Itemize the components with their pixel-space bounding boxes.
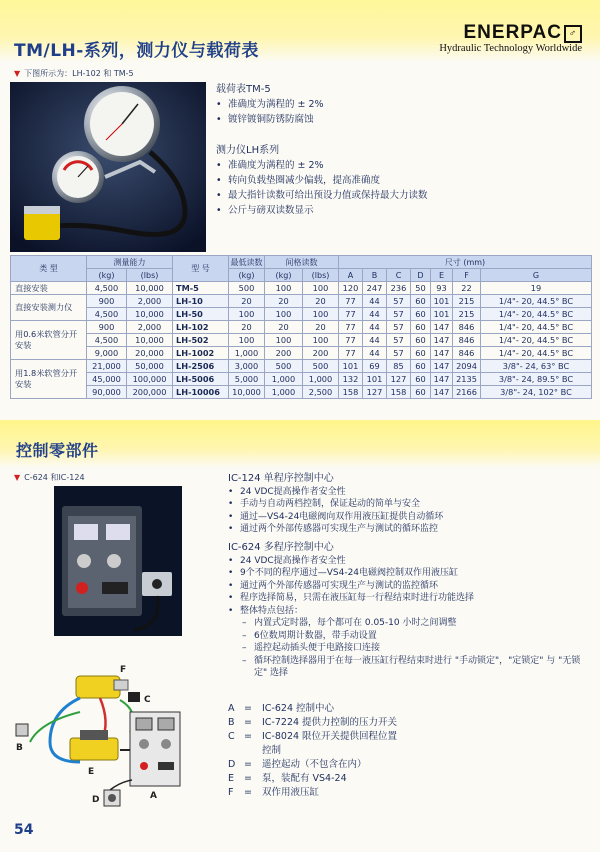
- ic124-bullet: • 24 VDC提高操作者安全性: [228, 486, 443, 499]
- table-cell: 20: [229, 321, 265, 334]
- table-cell: 50,000: [127, 360, 173, 373]
- lh-title: 测力仪LH系列: [216, 145, 280, 156]
- table-cell: 57: [387, 321, 411, 334]
- table-cell: 57: [387, 347, 411, 360]
- table-cell: 2166: [453, 386, 481, 399]
- table-cell: 4,500: [87, 308, 127, 321]
- table-cell: 69: [363, 360, 387, 373]
- table-cell: 100: [303, 282, 339, 295]
- table-cell: 900: [87, 295, 127, 308]
- table-row: [11, 282, 592, 295]
- col-interval: 间格读数: [265, 256, 339, 269]
- legend-value: 泵，装配有 VS4-24: [262, 773, 347, 784]
- table-cell: 20: [303, 295, 339, 308]
- ic124-block: [228, 473, 443, 536]
- ic624-bullet: • 24 VDC提高操作者安全性: [228, 555, 588, 568]
- tm5-bullet: • 准确度为满程的 ± 2%: [216, 97, 324, 112]
- lh-bullet: • 最大指针读数可给出预设力值或保持最大力读数: [216, 188, 428, 203]
- table-cell: 57: [387, 308, 411, 321]
- label-D: D: [92, 795, 100, 805]
- col-capacity: 测量能力: [87, 256, 173, 269]
- control-center-photo: [54, 486, 182, 636]
- table-cell: 100,000: [127, 373, 173, 386]
- table-cell: 1,000: [303, 373, 339, 386]
- table-cell: 158: [339, 386, 363, 399]
- legend-value: 遥控起动（不包含在内）: [262, 759, 367, 770]
- tm5-block: [216, 82, 324, 127]
- table-cell: 147: [431, 347, 453, 360]
- legend-item: [228, 730, 397, 744]
- table-cell: 77: [339, 321, 363, 334]
- legend-item: [228, 758, 397, 772]
- unit-lbs: (lbs): [127, 269, 173, 282]
- table-row: [11, 321, 592, 334]
- dim-col: F: [453, 269, 481, 282]
- ic624-bullet: • 整体特点包括：: [228, 605, 588, 618]
- table-cell: 93: [431, 282, 453, 295]
- table-cell: 60: [411, 373, 431, 386]
- legend-equals: =: [244, 703, 252, 714]
- legend-item: [228, 716, 397, 730]
- ic124-bullet: • 通过两个外部传感器可实现生产与测试的循环监控: [228, 523, 443, 536]
- legend-key: F: [228, 787, 234, 798]
- table-cell: 60: [411, 295, 431, 308]
- table-cell: 10,000: [127, 334, 173, 347]
- page-title: TM/LH-系列，测力仪与载荷表: [14, 41, 259, 61]
- table-cell: 2,000: [127, 321, 173, 334]
- photo2-caption: ▼ C-624 和IC-124: [14, 473, 85, 482]
- legend-equals: =: [244, 759, 252, 770]
- table-cell: 120: [339, 282, 363, 295]
- ic624-title: IC-624 多程序控制中心: [228, 542, 334, 553]
- table-cell: 20: [265, 295, 303, 308]
- table-cell: 45,000: [87, 373, 127, 386]
- table-cell: 9,000: [87, 347, 127, 360]
- table-cell: 60: [411, 360, 431, 373]
- table-cell: 1/4"- 20, 44.5° BC: [481, 347, 592, 360]
- ic624-bullet: • 程序选择简易，只需在液压缸每一行程结束时进行功能选择: [228, 592, 588, 605]
- ic624-feature: – 内置式定时器，每个都可在 0.05-10 小时之间调整: [228, 617, 588, 630]
- table-cell: 900: [87, 321, 127, 334]
- col-model: 型 号: [173, 256, 229, 282]
- model-cell: LH-50: [173, 308, 229, 321]
- table-row: [11, 373, 592, 386]
- legend-key: [228, 744, 244, 758]
- col-dims: 尺寸 (mm): [339, 256, 592, 269]
- table-cell: 846: [453, 321, 481, 334]
- brand-mark: ♂: [564, 25, 582, 43]
- table-cell: 236: [387, 282, 411, 295]
- table-cell: 132: [339, 373, 363, 386]
- legend-key: E: [228, 773, 235, 784]
- table-cell: 101: [431, 308, 453, 321]
- table-row: [11, 308, 592, 321]
- table-cell: 5,000: [229, 373, 265, 386]
- table-cell: 247: [363, 282, 387, 295]
- photo1-caption: ▼ 下图所示为：LH-102 和 TM-5: [14, 69, 134, 78]
- table-cell: 1/4"- 20, 44.5° BC: [481, 321, 592, 334]
- table-cell: 60: [411, 321, 431, 334]
- table-cell: 846: [453, 334, 481, 347]
- legend-key: D: [228, 759, 236, 770]
- dim-col: C: [387, 269, 411, 282]
- table-cell: 215: [453, 295, 481, 308]
- table-cell: 147: [431, 334, 453, 347]
- table-cell: 2,500: [303, 386, 339, 399]
- row-group-label: 用0.6米软管分开安装: [11, 321, 87, 360]
- table-cell: 10,000: [127, 308, 173, 321]
- table-cell: 101: [431, 295, 453, 308]
- lh-bullet: • 转向负载垫圈减少偏载，提高准确度: [216, 173, 428, 188]
- ic124-bullet: • 通过—VS4-24电磁阀向双作用液压缸提供自动循环: [228, 511, 443, 524]
- table-cell: 57: [387, 334, 411, 347]
- col-type: 类 型: [11, 256, 87, 282]
- legend-value: IC-624 控制中心: [262, 703, 335, 714]
- ic624-feature: – 循环控制选择器用于在每一液压缸行程结束时进行 "手动锁定"，"定锁定" 与 "无锁定" 选择: [228, 655, 588, 680]
- dim-col: G: [481, 269, 592, 282]
- system-diagram: [10, 662, 210, 814]
- triangle-icon: ▼: [14, 473, 21, 482]
- table-cell: 100: [265, 282, 303, 295]
- legend-value: IC-7224 提供力控制的压力开关: [262, 717, 398, 728]
- ic624-block: [228, 542, 588, 680]
- brand-name: ENERPAC: [463, 22, 562, 43]
- table-cell: 20: [265, 321, 303, 334]
- label-A: A: [150, 791, 157, 801]
- table-cell: 100: [265, 308, 303, 321]
- table-cell: 77: [339, 347, 363, 360]
- table-cell: 3,000: [229, 360, 265, 373]
- label-F: F: [120, 665, 127, 675]
- model-cell: LH-502: [173, 334, 229, 347]
- table-cell: 44: [363, 308, 387, 321]
- gauge-photo: [10, 82, 206, 252]
- table-cell: 60: [411, 334, 431, 347]
- table-cell: 127: [387, 373, 411, 386]
- table-cell: 10,000: [229, 386, 265, 399]
- table-cell: 44: [363, 334, 387, 347]
- ic624-feature: – 遥控起动插头便于电路接口连接: [228, 642, 588, 655]
- table-cell: 215: [453, 308, 481, 321]
- table-cell: 127: [363, 386, 387, 399]
- dim-col: D: [411, 269, 431, 282]
- unit-lbs: (lbs): [303, 269, 339, 282]
- legend-equals: =: [244, 731, 252, 742]
- table-cell: 20,000: [127, 347, 173, 360]
- table-row: [11, 295, 592, 308]
- table-row: [11, 386, 592, 399]
- row-group-label: 用1.8米软管分开安装: [11, 360, 87, 399]
- legend-key: A: [228, 703, 235, 714]
- table-cell: 77: [339, 295, 363, 308]
- table-cell: 20: [303, 321, 339, 334]
- legend-equals: =: [244, 787, 252, 798]
- table-cell: 22: [453, 282, 481, 295]
- table-cell: 77: [339, 334, 363, 347]
- legend-value: IC-8024 限位开关提供回程位置: [262, 731, 398, 742]
- table-cell: 200,000: [127, 386, 173, 399]
- ic624-bullet: • 9个不同的程序通过—VS4-24电磁阀控制双作用液压缸: [228, 567, 588, 580]
- diagram-legend: [228, 702, 397, 800]
- legend-item: [228, 772, 397, 786]
- table-cell: 44: [363, 295, 387, 308]
- label-E: E: [88, 767, 95, 777]
- row-group-label: 直接安装测力仪: [11, 295, 87, 321]
- col-min: 最低读数: [230, 257, 263, 267]
- table-cell: 100: [229, 308, 265, 321]
- legend-item: [228, 702, 397, 716]
- table-cell: 60: [411, 386, 431, 399]
- table-cell: 44: [363, 347, 387, 360]
- table-cell: 2135: [453, 373, 481, 386]
- table-cell: 147: [431, 386, 453, 399]
- legend-value: 双作用液压缸: [262, 787, 320, 798]
- page-number: 54: [14, 822, 34, 838]
- table-cell: 2,000: [127, 295, 173, 308]
- table-cell: 57: [387, 295, 411, 308]
- ic624-bullet: • 通过两个外部传感器可实现生产与测试的监控循环: [228, 580, 588, 593]
- model-cell: LH-2506: [173, 360, 229, 373]
- table-cell: 3/8"- 24, 89.5° BC: [481, 373, 592, 386]
- lh-block: [216, 143, 428, 218]
- table-cell: 60: [411, 308, 431, 321]
- legend-item: [228, 744, 397, 758]
- table-cell: 20: [229, 295, 265, 308]
- table-cell: 846: [453, 347, 481, 360]
- tm5-title: 载荷表TM-5: [216, 84, 271, 95]
- label-B: B: [16, 743, 23, 753]
- table-cell: 200: [303, 347, 339, 360]
- table-cell: 1,000: [265, 373, 303, 386]
- table-cell: 1/4"- 20, 44.5° BC: [481, 308, 592, 321]
- table-cell: 101: [363, 373, 387, 386]
- table-cell: 3/8"- 24, 102° BC: [481, 386, 592, 399]
- tm5-bullet: • 镀锌镀铜防锈防腐蚀: [216, 112, 324, 127]
- brand-logo: [439, 22, 582, 54]
- legend-key: B: [228, 717, 235, 728]
- table-row: [11, 334, 592, 347]
- lh-bullet: • 准确度为满程的 ± 2%: [216, 158, 428, 173]
- legend-equals: =: [244, 773, 252, 784]
- table-cell: 147: [431, 321, 453, 334]
- table-cell: 101: [339, 360, 363, 373]
- table-cell: 2094: [453, 360, 481, 373]
- model-cell: LH-10: [173, 295, 229, 308]
- ic124-bullet: • 手动与自动两档控制，保证起动的简单与安全: [228, 498, 443, 511]
- model-cell: LH-1002: [173, 347, 229, 360]
- table-cell: 200: [265, 347, 303, 360]
- triangle-icon: ▼: [14, 69, 21, 78]
- table-cell: 500: [229, 282, 265, 295]
- table-cell: 1/4"- 20, 44.5° BC: [481, 334, 592, 347]
- table-cell: 158: [387, 386, 411, 399]
- table-cell: 100: [303, 308, 339, 321]
- table-cell: 1/4"- 20, 44.5° BC: [481, 295, 592, 308]
- unit-kg: (kg): [229, 269, 265, 282]
- table-cell: 3/8"- 24, 63° BC: [481, 360, 592, 373]
- table-row: [11, 360, 592, 373]
- table-row: [11, 347, 592, 360]
- ic624-feature: – 6位数周期计数器，带手动设置: [228, 630, 588, 643]
- table-cell: 77: [339, 308, 363, 321]
- label-C: C: [144, 695, 151, 705]
- table-cell: 10,000: [127, 282, 173, 295]
- legend-item: [228, 786, 397, 800]
- table-cell: 100: [265, 334, 303, 347]
- unit-kg: (kg): [87, 269, 127, 282]
- table-cell: 147: [431, 360, 453, 373]
- model-cell: LH-5006: [173, 373, 229, 386]
- table-cell: 44: [363, 321, 387, 334]
- model-cell: LH-10006: [173, 386, 229, 399]
- table-cell: 60: [411, 347, 431, 360]
- section-title: 控制零部件: [16, 441, 99, 460]
- legend-equals: =: [244, 717, 252, 728]
- ic124-title: IC-124 单程序控制中心: [228, 473, 334, 484]
- table-cell: 4,500: [87, 334, 127, 347]
- row-group-label: 直接安装: [11, 282, 87, 295]
- model-cell: LH-102: [173, 321, 229, 334]
- table-cell: 1,000: [265, 386, 303, 399]
- table-cell: 85: [387, 360, 411, 373]
- table-cell: 1,000: [229, 347, 265, 360]
- table-cell: 4,500: [87, 282, 127, 295]
- dim-col: B: [363, 269, 387, 282]
- legend-value: 控制: [262, 745, 282, 756]
- lh-bullet: • 公斤与磅双读数显示: [216, 203, 428, 218]
- table-cell: 90,000: [87, 386, 127, 399]
- model-cell: TM-5: [173, 282, 229, 295]
- table-cell: 19: [481, 282, 592, 295]
- dim-col: E: [431, 269, 453, 282]
- table-cell: 100: [229, 334, 265, 347]
- spec-table: [10, 255, 592, 399]
- brand-tagline: Hydraulic Technology Worldwide: [439, 43, 582, 54]
- legend-key: C: [228, 731, 235, 742]
- table-cell: 50: [411, 282, 431, 295]
- dim-col: A: [339, 269, 363, 282]
- table-cell: 500: [303, 360, 339, 373]
- legend-equals: [244, 744, 262, 758]
- table-cell: 147: [431, 373, 453, 386]
- table-cell: 500: [265, 360, 303, 373]
- table-cell: 100: [303, 334, 339, 347]
- table-cell: 21,000: [87, 360, 127, 373]
- unit-kg: (kg): [265, 269, 303, 282]
